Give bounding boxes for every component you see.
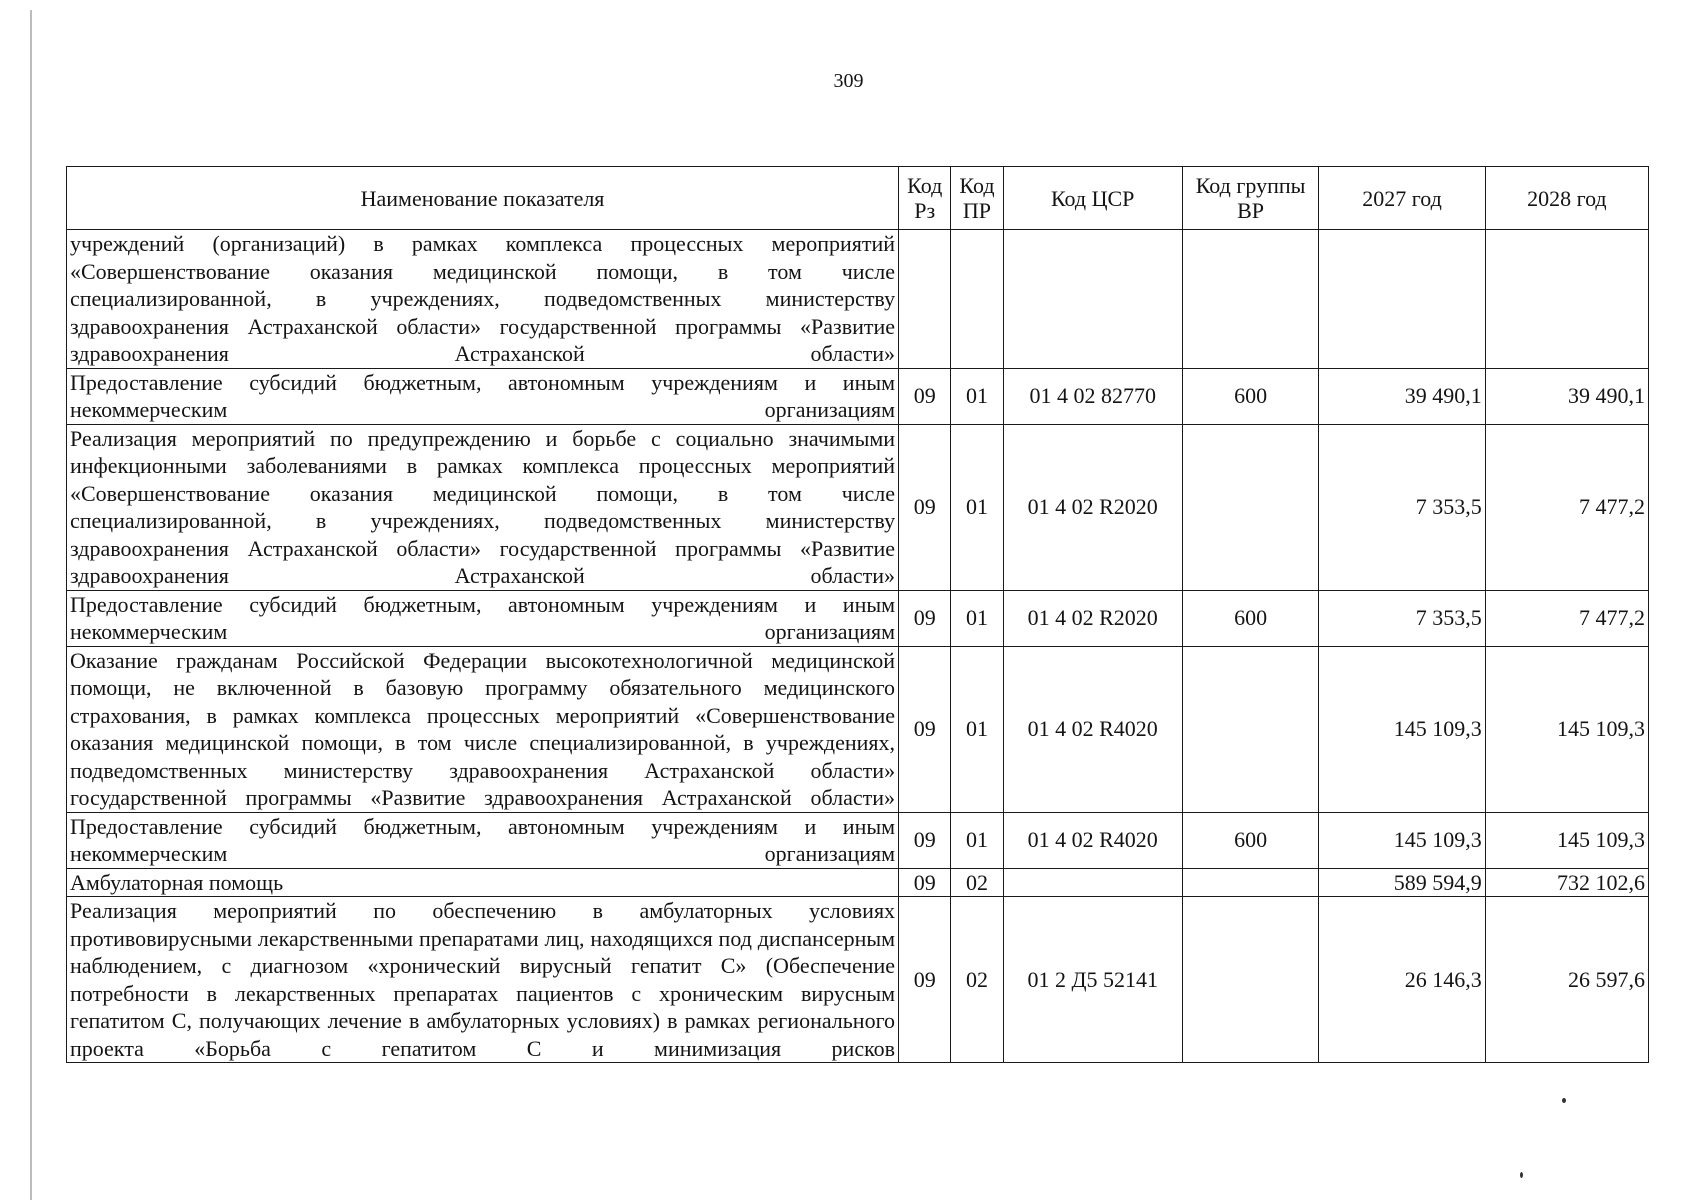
table-row — [67, 646, 1649, 812]
row-csr: 01 2 Д5 52141 — [1003, 897, 1182, 1063]
table-row — [67, 368, 1649, 424]
row-rz: 09 — [899, 812, 951, 868]
table-body — [67, 230, 1649, 1063]
row-rz: 09 — [899, 646, 951, 812]
row-2027 — [1319, 230, 1485, 369]
table-row — [67, 590, 1649, 646]
row-name: учреждений (организаций) в рамках комплекса процессных мероприятий «Совершенствование оказания медицинской помощи, в том числе специализированной, в учреждениях, подведомственных министерству здравоохранения Астраханской области» государственной программы «Развитие здравоохранения Астраханской области» — [67, 230, 899, 369]
row-name: Реализация мероприятий по предупреждению и борьбе с социально значимыми инфекционными заболеваниями в рамках комплекса процессных мероприятий «Совершенствование оказания медицинской помощи, в том числе специализированной, в учреждениях, подведомственных министерству здравоохранения Астраханской области» государственной программы «Развитие здравоохранения Астраханской области» — [67, 424, 899, 590]
row-csr — [1003, 868, 1182, 897]
row-2027: 145 109,3 — [1319, 812, 1485, 868]
header-row — [67, 167, 1649, 230]
row-pr: 01 — [951, 424, 1003, 590]
row-pr: 01 — [951, 812, 1003, 868]
row-2028: 7 477,2 — [1485, 590, 1648, 646]
row-vr: 600 — [1182, 590, 1319, 646]
row-csr — [1003, 230, 1182, 369]
left-margin-rule — [30, 10, 32, 1200]
header-csr: Код ЦСР — [1003, 167, 1182, 230]
page-number: 309 — [833, 70, 864, 92]
row-pr: 01 — [951, 646, 1003, 812]
row-rz: 09 — [899, 424, 951, 590]
header-2027: 2027 год — [1319, 167, 1485, 230]
row-2028: 145 109,3 — [1485, 646, 1648, 812]
scan-speck — [1520, 1172, 1523, 1178]
row-pr: 02 — [951, 868, 1003, 897]
header-pr: Код ПР — [951, 167, 1003, 230]
row-2028: 39 490,1 — [1485, 368, 1648, 424]
row-2027: 7 353,5 — [1319, 424, 1485, 590]
row-2028: 26 597,6 — [1485, 897, 1648, 1063]
row-csr: 01 4 02 R4020 — [1003, 646, 1182, 812]
row-2027: 145 109,3 — [1319, 646, 1485, 812]
table-row — [67, 424, 1649, 590]
row-rz — [899, 230, 951, 369]
row-rz: 09 — [899, 368, 951, 424]
row-2027: 589 594,9 — [1319, 868, 1485, 897]
table-row — [67, 868, 1649, 897]
header-name: Наименование показателя — [67, 167, 899, 230]
row-pr: 01 — [951, 590, 1003, 646]
row-name: Предоставление субсидий бюджетным, автономным учреждениям и иным некоммерческим организациям — [67, 368, 899, 424]
row-csr: 01 4 02 R2020 — [1003, 590, 1182, 646]
row-vr: 600 — [1182, 812, 1319, 868]
row-name: Амбулаторная помощь — [67, 868, 899, 897]
row-vr — [1182, 424, 1319, 590]
table-row — [67, 812, 1649, 868]
row-pr: 01 — [951, 368, 1003, 424]
scan-speck — [1562, 1098, 1566, 1103]
row-2027: 26 146,3 — [1319, 897, 1485, 1063]
row-2027: 39 490,1 — [1319, 368, 1485, 424]
row-csr: 01 4 02 82770 — [1003, 368, 1182, 424]
row-vr — [1182, 646, 1319, 812]
table-row — [67, 897, 1649, 1063]
header-2028: 2028 год — [1485, 167, 1648, 230]
row-vr — [1182, 897, 1319, 1063]
row-name: Реализация мероприятий по обеспечению в амбулаторных условиях противовирусными лекарственными препаратами лиц, находящихся под диспансерным наблюдением, с диагнозом «хронический вирусный гепатит С» (Обеспечение потребности в лекарственных препаратах пациентов с хроническим вирусным гепатитом С, получающих лечение в амбулаторных условиях) в рамках регионального проекта «Борьба с гепатитом С и минимизация рисков — [67, 897, 899, 1063]
row-2027: 7 353,5 — [1319, 590, 1485, 646]
row-2028: 145 109,3 — [1485, 812, 1648, 868]
row-csr: 01 4 02 R2020 — [1003, 424, 1182, 590]
header-vr: Код группы ВР — [1182, 167, 1319, 230]
row-name: Предоставление субсидий бюджетным, автономным учреждениям и иным некоммерческим организациям — [67, 590, 899, 646]
row-rz: 09 — [899, 590, 951, 646]
row-pr: 02 — [951, 897, 1003, 1063]
row-rz: 09 — [899, 868, 951, 897]
row-pr — [951, 230, 1003, 369]
row-vr — [1182, 230, 1319, 369]
row-2028 — [1485, 230, 1648, 369]
row-vr — [1182, 868, 1319, 897]
header-rz: Код Рз — [899, 167, 951, 230]
row-2028: 7 477,2 — [1485, 424, 1648, 590]
row-name: Предоставление субсидий бюджетным, автономным учреждениям и иным некоммерческим организациям — [67, 812, 899, 868]
row-csr: 01 4 02 R4020 — [1003, 812, 1182, 868]
row-rz: 09 — [899, 897, 951, 1063]
row-2028: 732 102,6 — [1485, 868, 1648, 897]
row-vr: 600 — [1182, 368, 1319, 424]
table-row — [67, 230, 1649, 369]
budget-table — [66, 166, 1649, 1063]
row-name: Оказание гражданам Российской Федерации высокотехнологичной медицинской помощи, не включенной в базовую программу обязательного медицинского страхования, в рамках комплекса процессных мероприятий «Совершенствование оказания медицинской помощи, в том числе специализированной, в учреждениях, подведомственных министерству здравоохранения Астраханской области» государственной программы «Развитие здравоохранения Астраханской области» — [67, 646, 899, 812]
table-header — [67, 167, 1649, 230]
